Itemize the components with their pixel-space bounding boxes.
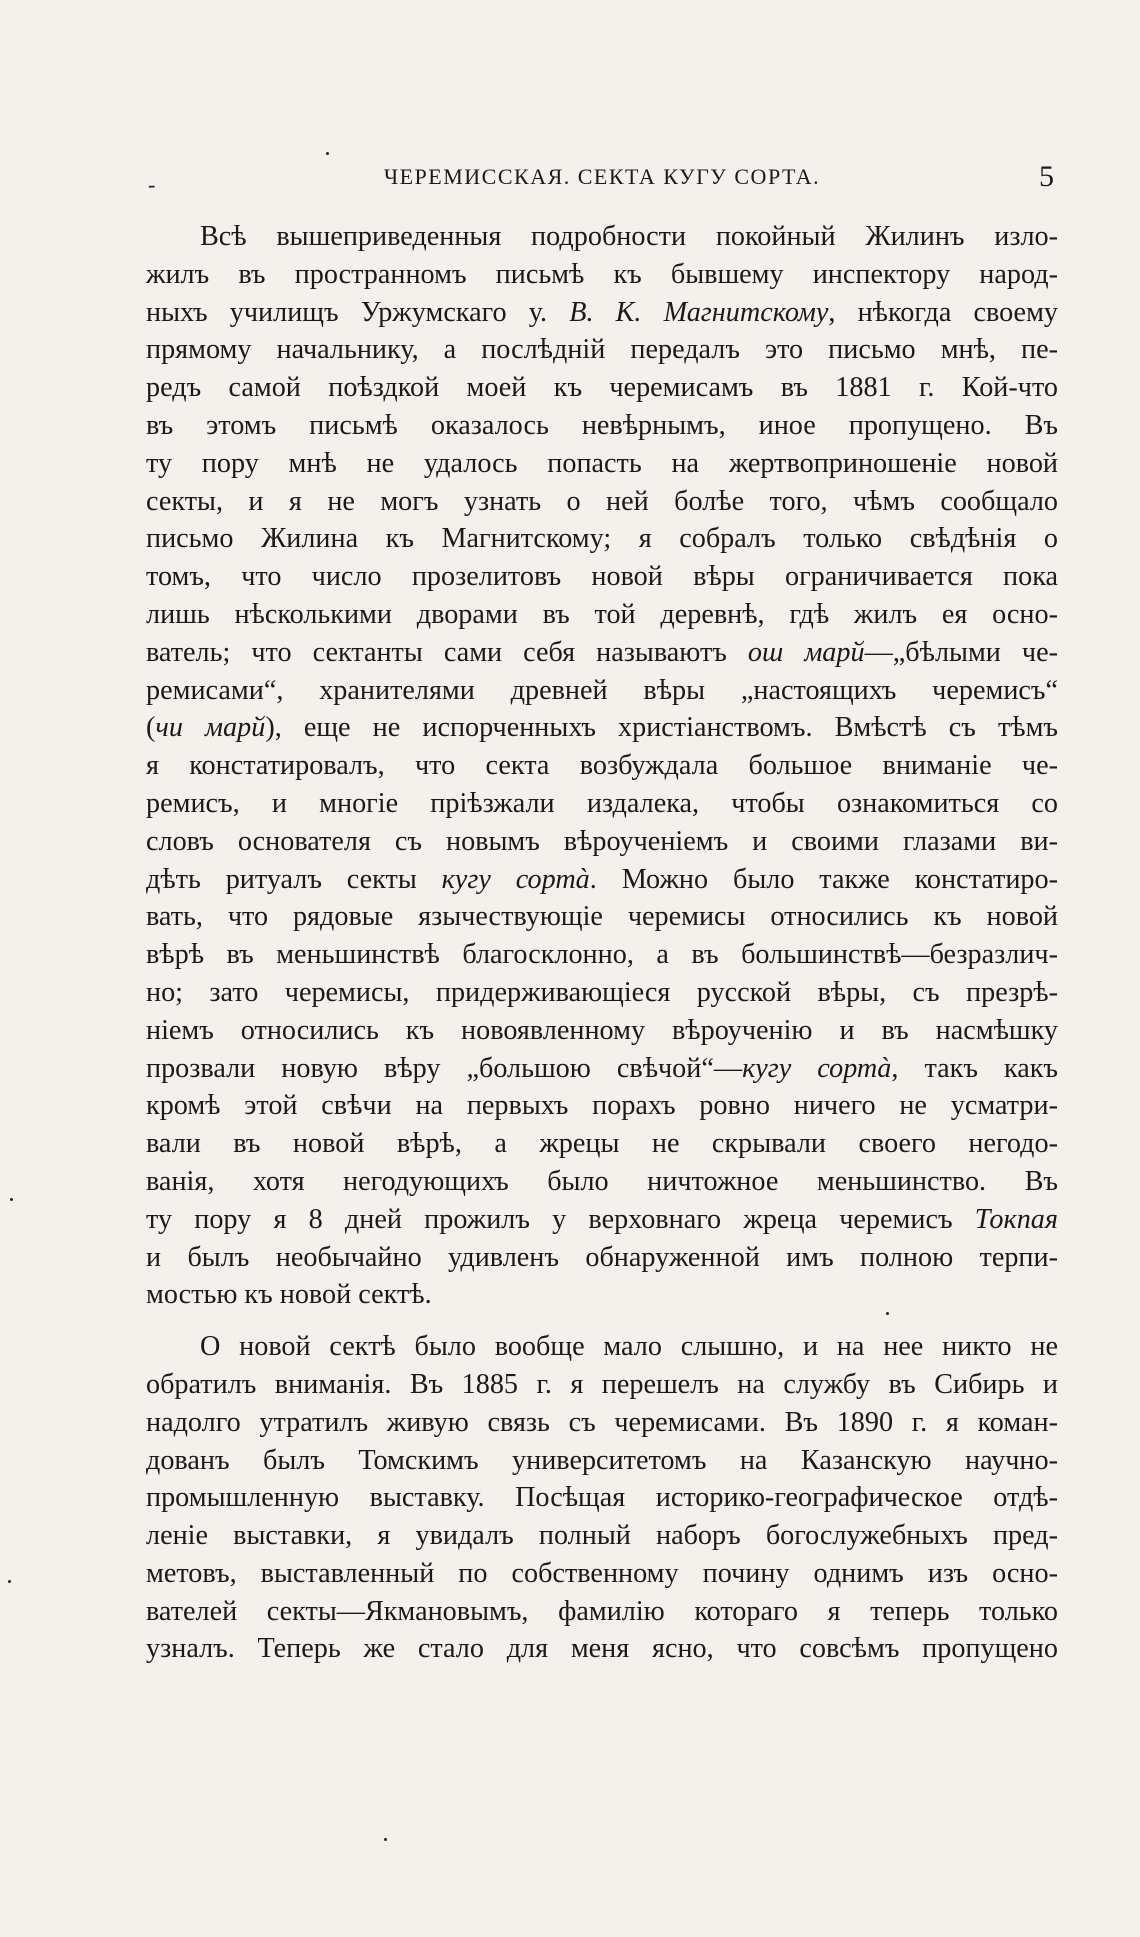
text-line: дованъ былъ Томскимъ университетомъ на Казанскую научно-: [146, 1444, 1058, 1476]
text-line: ту пору мнѣ не удалось попасть на жертвоприношеніе новой: [146, 447, 1058, 479]
text-line: [146, 709, 1058, 747]
italic-term: кугу сортà: [441, 863, 590, 895]
text-line: промышленную выставку. Посѣщая историко-географическое отдѣ-: [146, 1482, 1058, 1514]
running-head: ЧЕРЕМИССКАЯ. СЕКТА КУГУ СОРТА.: [383, 164, 821, 189]
text-line: узналъ. Теперь же стало для меня ясно, что совсѣмъ пропущено: [146, 1633, 1058, 1665]
text-run: . Можно было также констатиро-: [589, 863, 1059, 895]
italic-term: ош марй: [747, 636, 865, 668]
text-line: ванія, хотя негодующихъ было ничтожное меньшинство. Въ: [146, 1165, 1058, 1197]
text-run: ватель; что сектанты сами себя называютъ: [146, 636, 748, 668]
text-line: лишь нѣсколькими дворами въ той деревнѣ, гдѣ жилъ ея осно-: [146, 598, 1058, 630]
text-line: но; зато черемисы, придерживающіеся русской вѣры, съ презрѣ-: [146, 976, 1058, 1008]
text-run: , нѣкогда своему: [828, 296, 1059, 328]
text-line: леніе выставки, я увидалъ полный наборъ богослужебныхъ пред-: [146, 1520, 1058, 1552]
text-line: прямому начальнику, а послѣдній передалъ это письмо мнѣ, пе-: [146, 334, 1058, 366]
italic-name: Токпая: [974, 1203, 1058, 1235]
text-line: вателей секты—Якмановымъ, фамилію котораго я теперь только: [146, 1595, 1058, 1627]
text-run: (: [146, 712, 156, 744]
print-speck: [10, 1198, 13, 1201]
italic-term: чи марй: [155, 712, 266, 744]
paragraph-gap: [146, 1314, 1058, 1328]
text-line: жилъ въ пространномъ письмѣ къ бывшему инспектору народ-: [146, 258, 1058, 290]
text-line: Всѣ вышеприведенныя подробности покойный Жилинъ изло-: [200, 221, 1058, 252]
text-line: кромѣ этой свѣчи на первыхъ порахъ ровно ничего не усматри-: [146, 1090, 1058, 1122]
text-line: редъ самой поѣздкой моей къ черемисамъ въ 1881 г. Кой-что: [146, 372, 1058, 404]
text-line: [146, 634, 1058, 672]
text-line: въ этомъ письмѣ оказалось невѣрнымъ, иное пропущено. Въ: [146, 409, 1058, 441]
page-number: 5: [1039, 160, 1054, 193]
text-line: [146, 294, 1058, 332]
text-line: вать, что рядовые язычествующіе черемисы относились къ новой: [146, 901, 1058, 933]
text-line: надолго утратилъ живую связь съ черемисами. Въ 1890 г. я коман-: [146, 1406, 1058, 1438]
page-header: [146, 160, 1058, 200]
text-line: мостью къ новой сектѣ.: [146, 1279, 432, 1311]
italic-name: В. К. Магнитскому: [569, 296, 829, 328]
paragraph-1: [146, 218, 1058, 1314]
text-run: ), еще не испорченныхъ христіанствомъ. Вмѣстѣ съ тѣмъ: [265, 712, 1058, 744]
text-line: [146, 861, 1058, 899]
text-line: [146, 1050, 1058, 1088]
text-line: письмо Жилина къ Магнитскому; я собралъ только свѣдѣнія о: [146, 523, 1058, 555]
text-line: вали въ новой вѣрѣ, а жрецы не скрывали своего негодо-: [146, 1128, 1058, 1160]
print-speck: [8, 1580, 11, 1583]
text-run: , такъ какъ: [891, 1052, 1059, 1084]
text-line: словъ основателя съ новымъ вѣроученіемъ и своими глазами ви-: [146, 825, 1058, 857]
text-run: ныхъ училищъ Уржумскаго у.: [146, 296, 570, 328]
print-speck: [384, 1838, 387, 1841]
text-line: и былъ необычайно удивленъ обнаруженной имъ полною терпи-: [146, 1241, 1058, 1273]
print-speck: [326, 152, 329, 155]
text-line: [146, 1201, 1058, 1239]
paragraph-2: [146, 1328, 1058, 1668]
text-line: вѣрѣ въ меньшинствѣ благосклонно, а въ большинствѣ—безразлич-: [146, 939, 1058, 971]
text-line: ніемъ относились къ новоявленному вѣроученію и въ насмѣшку: [146, 1014, 1058, 1046]
text-line: секты, и я не могъ узнать о ней болѣе того, чѣмъ сообщало: [146, 485, 1058, 517]
text-line: метовъ, выставленный по собственному почину однимъ изъ осно-: [146, 1557, 1058, 1589]
text-run: прозвали новую вѣру „большою свѣчой“—: [146, 1052, 743, 1084]
text-line: О новой сектѣ было вообще мало слышно, и на нее никто не: [200, 1331, 1058, 1363]
text-line: я констатировалъ, что секта возбуждала большое вниманіе че-: [146, 750, 1058, 782]
text-line: ремисами“, хранителями древней вѣры „настоящихъ черемисъ“: [146, 674, 1058, 706]
text-run: —„бѣлыми че-: [864, 636, 1058, 668]
header-dash: -: [148, 172, 156, 197]
italic-term: кугу сортà: [742, 1052, 892, 1084]
text-run: дѣть ритуалъ секты: [146, 863, 442, 895]
text-line: ремисъ, и многіе пріѣзжали издалека, чтобы ознакомиться со: [146, 787, 1058, 819]
body-text: [146, 218, 1058, 1668]
text-run: ту пору я 8 дней прожилъ у верховнаго жреца черемисъ: [146, 1203, 975, 1235]
text-line: томъ, что число прозелитовъ новой вѣры ограничивается пока: [146, 561, 1058, 593]
text-line: обратилъ вниманія. Въ 1885 г. я перешелъ на службу въ Сибирь и: [146, 1368, 1058, 1400]
print-speck: [886, 1312, 889, 1315]
